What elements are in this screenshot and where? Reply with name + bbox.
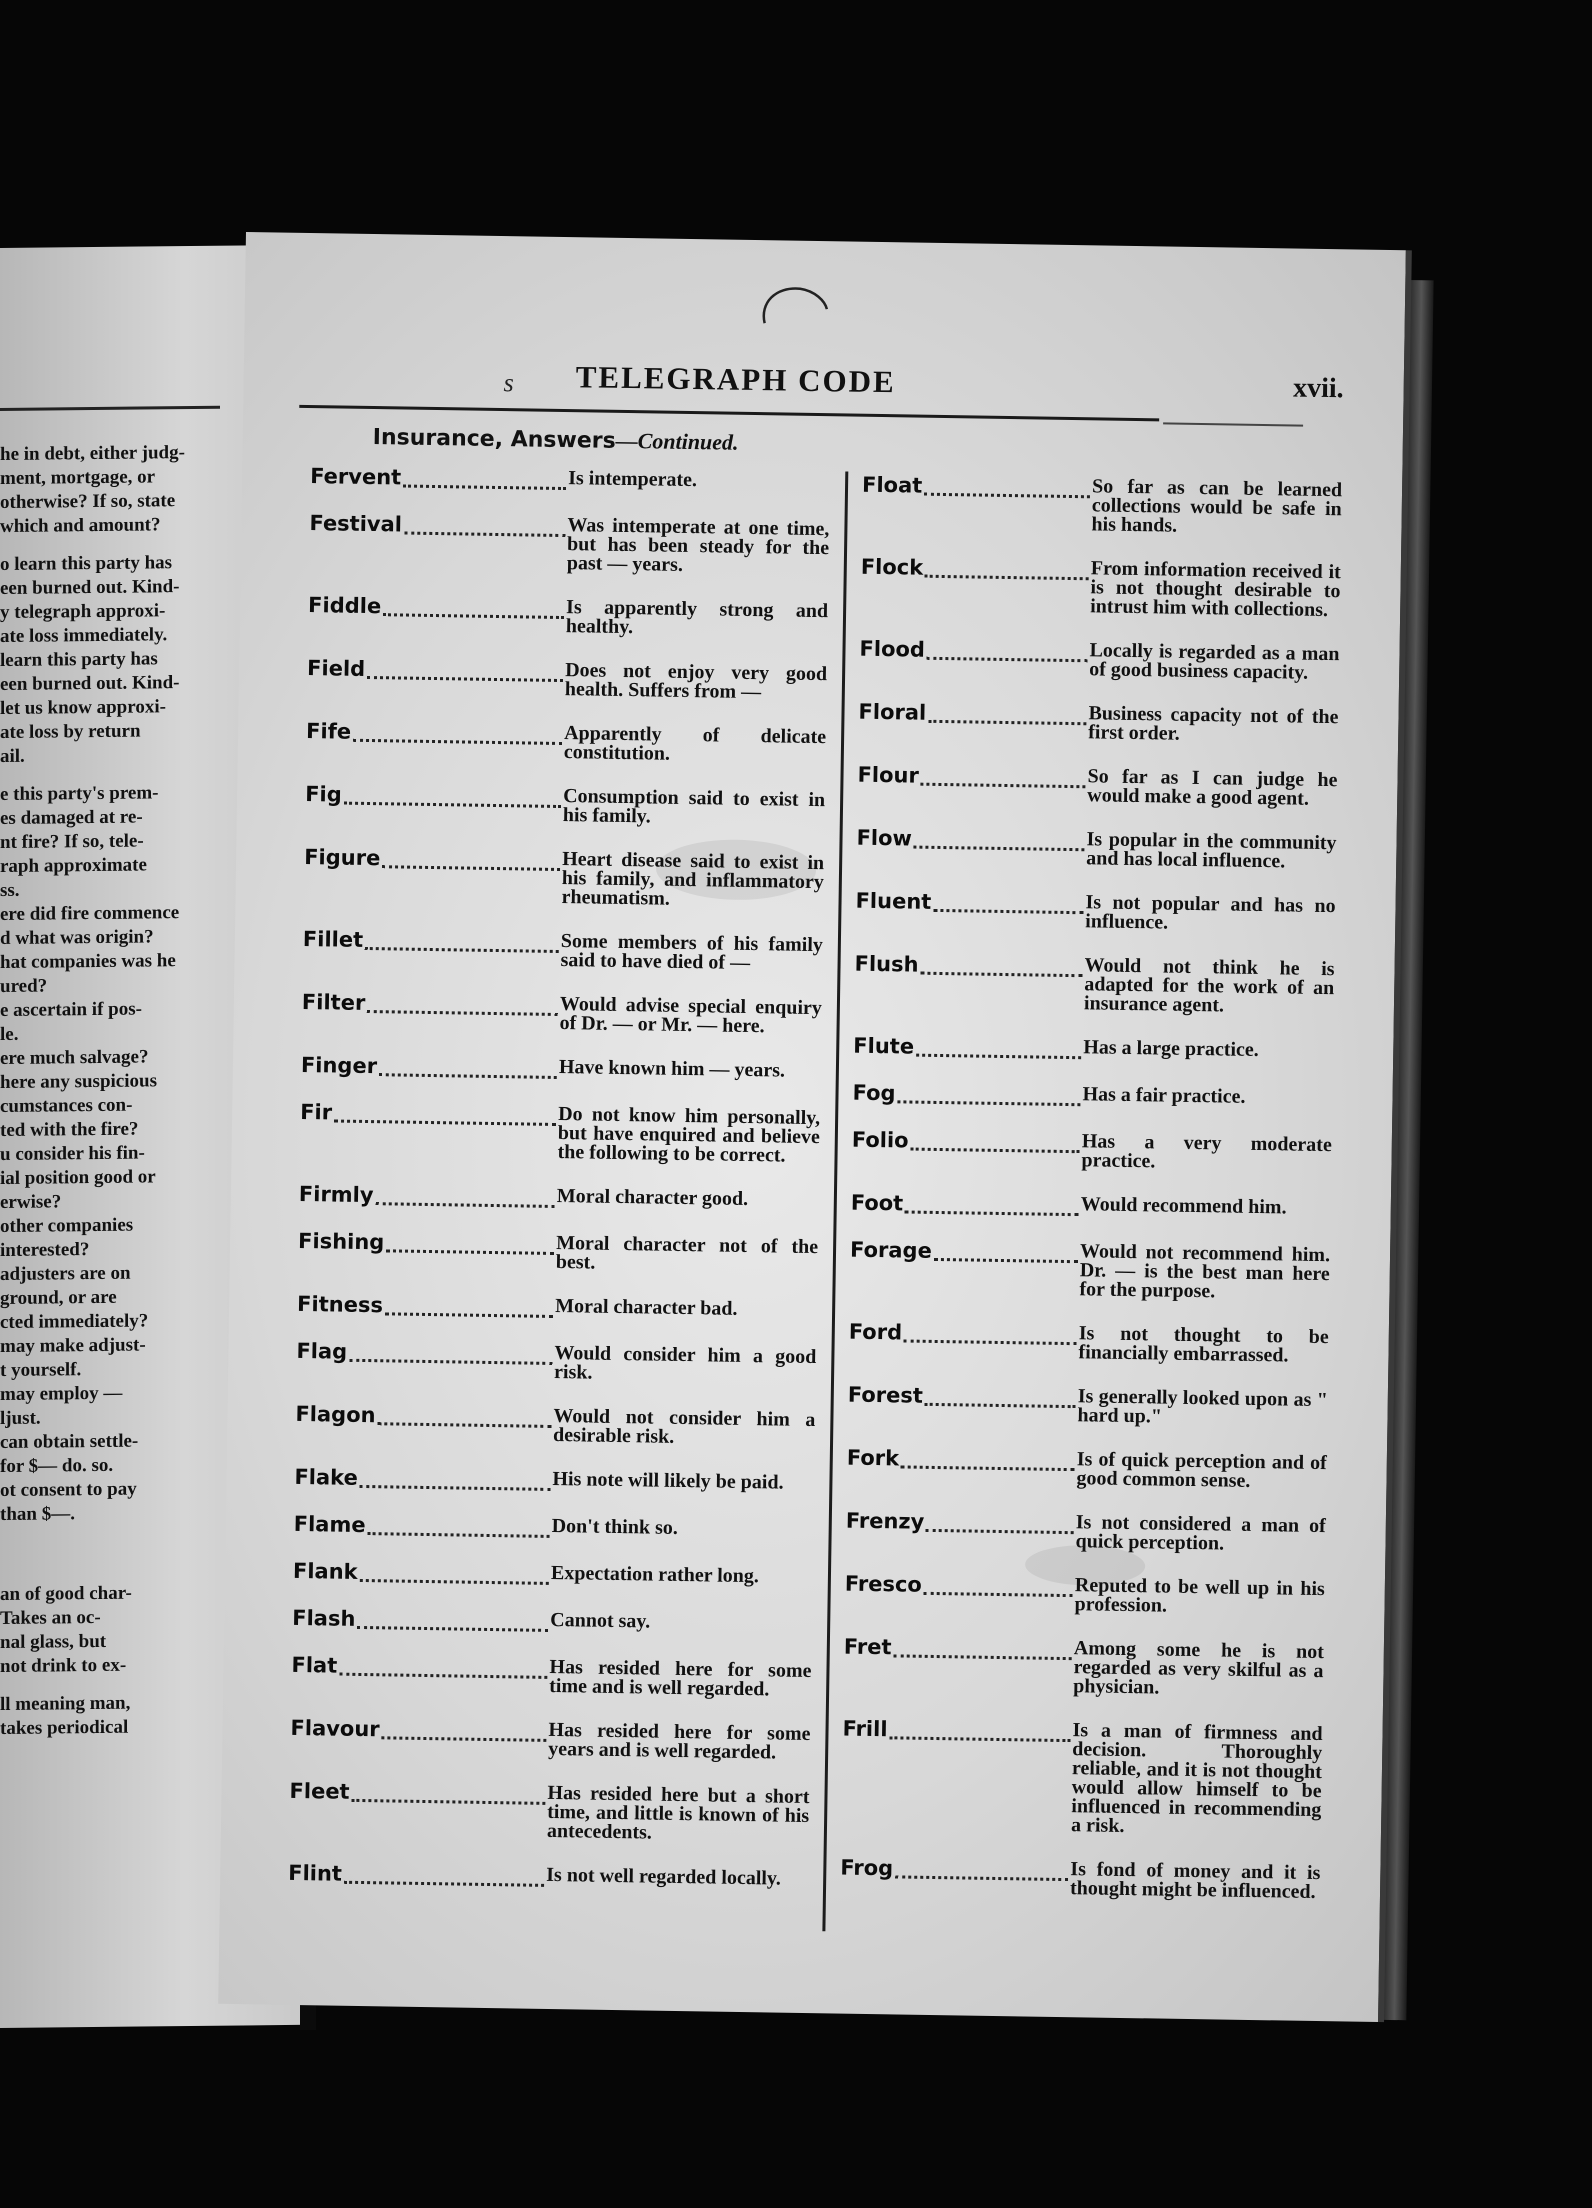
code-meaning: Is fond of money and it is thought might be influenced. [1069,1858,1321,1904]
dot-leader [924,1574,1073,1597]
code-meaning: Apparently of delicate constitution. [563,722,827,765]
code-entry [846,1447,1327,1493]
dot-leader [921,765,1086,789]
left-page-rule [0,406,220,411]
code-meaning: Does not enjoy very good health. Suffers from — [564,659,828,704]
code-entry [854,953,1335,1018]
code-meaning: Is intemperate. [568,467,698,492]
code-word: Flint [288,1860,343,1886]
left-page-line: nt fire? If so, tele- [0,830,144,853]
code-entry [305,783,826,829]
section-heading [373,424,739,456]
code-word: Forest [847,1382,924,1408]
left-page-line: t yourself. [0,1359,82,1381]
left-page-line: ail. [0,745,25,767]
code-entry [861,474,1342,539]
code-meaning: Is not considered a man of quick perception. [1075,1511,1326,1555]
left-page-line: here any suspicious [0,1070,157,1093]
left-page-line: Takes an oc- [0,1606,101,1629]
code-word: Foot [850,1190,904,1216]
code-word: Fir [299,1099,333,1125]
dot-leader [367,1514,549,1538]
section-continued: —Continued. [615,427,739,455]
code-word: Folio [851,1127,909,1153]
code-word: Fitness [296,1291,384,1318]
dot-leader [905,1192,1079,1216]
left-page-line: es damaged at re- [0,806,143,829]
left-page-line: ment, mortgage, or [0,466,156,489]
code-entry [852,1082,1332,1112]
code-meaning: Would consider him a good risk. [553,1341,817,1384]
code-meaning: Don't think so. [551,1514,679,1539]
code-meaning: Has a large practice. [1083,1036,1259,1062]
left-page-line: which and amount? [0,514,161,537]
code-entry [308,594,829,640]
code-entry [848,1321,1329,1367]
code-meaning: Is not well regarded locally. [546,1863,782,1890]
code-word: Float [861,472,923,498]
dot-leader [381,1718,546,1742]
code-word: Fiddle [307,593,382,619]
page-number: xvii. [1292,372,1344,405]
code-entry [295,1403,816,1449]
code-meaning: So far as can be learned collections would be safe in his hands. [1091,475,1343,537]
code-entry [292,1607,812,1637]
dot-leader [928,702,1087,725]
dot-leader [339,1655,548,1679]
code-word: Flood [859,636,926,662]
code-meaning: Has resided here for some time and is well regarded. [549,1655,812,1701]
code-meaning: Has resided here but a short time, and little is known of his antecedents. [546,1781,810,1844]
code-entry [845,1510,1326,1556]
code-word: Flush [854,951,919,977]
left-page-line: ere much salvage? [0,1046,149,1069]
code-entry [297,1293,817,1323]
left-page-line: ll meaning man, [0,1692,131,1715]
dot-leader [901,1447,1075,1471]
code-entry [859,638,1340,684]
left-page-line: ted with the fire? [0,1118,139,1141]
dot-leader [367,658,563,682]
dot-leader [895,1857,1068,1881]
left-page-line: ere did fire commence [0,902,180,925]
code-meaning: Business capacity not of the first order. [1088,702,1339,745]
header-rule [299,405,1159,422]
code-word: Flow [856,825,913,851]
code-entry [847,1384,1328,1430]
left-page-line: takes periodical [0,1716,129,1739]
left-page-line: een burned out. Kind- [0,576,180,599]
code-word: Frenzy [845,1508,925,1534]
code-entry [841,1718,1323,1840]
left-page-line: le. [0,1023,19,1045]
left-page-line: ate loss by return [0,720,141,743]
dot-leader [920,954,1082,978]
code-word: Fig [304,782,342,807]
left-page-line: u consider his fin- [0,1142,145,1165]
dot-leader [934,1240,1079,1263]
code-word: Flagon [295,1401,376,1428]
code-word: Flavour [290,1715,380,1742]
code-word: Fog [852,1080,896,1106]
code-entry [860,556,1341,621]
code-meaning: Would not recommend him. Dr. — is the best man here for the purpose. [1079,1240,1331,1303]
code-entry [840,1857,1321,1903]
dot-leader [375,1184,555,1208]
left-page-line: een burned out. Kind- [0,672,180,695]
left-page-line: e this party's prem- [0,782,159,805]
code-word: Fishing [297,1228,385,1255]
dot-leader [916,1036,1082,1060]
code-word: Floral [858,699,927,725]
code-entry [298,1230,819,1276]
dot-leader [344,784,562,808]
code-word: Fresco [844,1571,923,1597]
code-column-left [288,465,831,1917]
code-meaning: Has a very moderate practice. [1081,1130,1332,1173]
dot-leader [385,1294,554,1318]
dot-leader [344,1863,545,1887]
code-meaning: Is apparently strong and healthy. [565,596,829,639]
left-page-line: cumstances con- [0,1094,133,1117]
dot-leader [351,1781,545,1805]
code-entry [856,827,1337,873]
dot-leader [403,467,566,491]
code-word: Festival [309,511,403,537]
left-page-line: ured? [0,975,48,997]
code-entry [857,764,1338,810]
dot-leader [379,1055,557,1079]
code-meaning: Would not think he is adapted for the work of an insurance agent. [1083,954,1335,1017]
code-word: Figure [304,844,381,871]
code-meaning: From information received it is not thought desirable to intrust him with collections. [1090,557,1341,622]
code-meaning: Has a fair practice. [1082,1083,1246,1108]
code-word: Forage [849,1237,933,1263]
code-word: Fluent [855,888,932,914]
left-page-line: than $—. [0,1503,75,1525]
code-meaning: Reputed to be well up in his profession. [1074,1574,1325,1617]
code-entry [858,701,1339,747]
code-meaning: Was intemperate at one time, but has been steady for the past — years. [566,514,830,576]
left-page-line: learn this party has [0,648,158,671]
code-word: Firmly [298,1181,374,1208]
dot-leader [924,475,1090,499]
code-meaning: Cannot say. [550,1608,651,1633]
code-word: Flake [294,1464,358,1490]
dot-leader [893,1636,1072,1660]
code-entry [299,1183,819,1213]
code-entry [855,890,1336,936]
dot-leader [889,1718,1070,1742]
code-entry [294,1466,814,1496]
code-word: Filter [301,989,366,1015]
left-page-line: ss. [0,879,20,901]
left-page-line: may make adjust- [0,1334,146,1357]
code-word: Ford [848,1319,903,1345]
left-page-line: not drink to ex- [0,1654,127,1677]
dot-leader [933,891,1084,914]
code-word: Flute [853,1033,915,1059]
code-word: Fleet [289,1778,350,1804]
code-meaning: Would recommend him. [1080,1193,1287,1219]
code-entry [301,1054,821,1084]
code-word: Flash [292,1605,356,1631]
code-entry [310,465,830,495]
code-meaning: Moral character good. [556,1185,749,1211]
code-word: Frog [840,1855,894,1881]
code-meaning: Would advise special enquiry of Dr. — or Mr. — here. [559,993,823,1038]
dot-leader [927,639,1088,663]
dot-leader [914,828,1085,852]
code-meaning: Heart disease said to exist in his family, and inflammatory rheumatism. [561,848,825,910]
dot-leader [359,1561,549,1585]
code-entry [844,1573,1325,1619]
code-meaning: Moral character not of the best. [555,1231,819,1274]
dot-leader [404,514,566,538]
code-meaning: Locally is regarded as a man of good business capacity. [1089,639,1340,684]
header-mark: s [503,368,515,398]
code-meaning: Is not popular and has no influence. [1085,891,1336,934]
left-page-line: e ascertain if pos- [0,998,142,1021]
dot-leader [349,1341,553,1365]
code-meaning: His note will likely be paid. [552,1467,784,1494]
dot-leader [386,1231,554,1255]
dot-leader [925,557,1089,581]
section-title: Insurance, Answers [372,425,616,454]
handwritten-mark [755,278,836,329]
code-word: Finger [300,1052,378,1079]
left-page-line: can obtain settle- [0,1430,139,1453]
code-word: Fife [305,719,352,744]
code-entry [309,512,830,577]
left-page-line: ot consent to pay [0,1478,137,1501]
code-meaning: Among some he is not regarded as very skilful as a physician. [1073,1637,1324,1699]
code-column-right [840,474,1343,1927]
dot-leader [334,1101,556,1125]
code-meaning: Is not thought to be financially embarrassed. [1078,1322,1329,1367]
code-entry [296,1340,817,1386]
right-page [218,232,1412,2022]
code-entry [849,1239,1330,1304]
code-word: Field [306,656,366,681]
code-meaning: Consumption said to exist in his family. [562,785,826,828]
code-entry [302,928,823,974]
code-entry [288,1862,808,1892]
dot-leader [377,1404,551,1428]
left-page-line: ground, or are [0,1286,117,1309]
left-page-line: may employ — [0,1382,123,1405]
code-entry [294,1513,814,1543]
dot-leader [383,595,564,619]
code-entry [291,1654,812,1700]
code-meaning: Do not know him personally, but have enquired and believe the following to be correct. [557,1103,821,1167]
code-word: Flat [291,1652,338,1678]
left-page-line: erwise? [0,1191,62,1213]
code-meaning: Is generally looked upon as " hard up." [1077,1385,1328,1428]
dot-leader [926,1511,1074,1534]
left-page-line: nal glass, but [0,1630,107,1653]
dot-leader [925,1385,1076,1408]
code-meaning: Has resided here for some years and is well regarded. [548,1718,811,1764]
code-entry [299,1101,820,1166]
code-word: Fillet [302,926,364,952]
code-word: Frill [842,1716,888,1742]
code-meaning: Expectation rather long. [550,1561,760,1588]
dot-leader [910,1130,1080,1154]
code-entry [290,1717,811,1763]
left-page-line: ial position good or [0,1166,156,1189]
code-meaning: Would not consider him a desirable risk. [552,1404,816,1448]
left-page-line: raph approximate [0,854,147,877]
code-word: Flock [860,554,924,580]
left-page-line: ljust. [0,1407,41,1429]
dot-leader [367,992,558,1016]
code-entry [851,1192,1331,1222]
code-word: Fork [846,1445,900,1471]
left-page-line: d what was origin? [0,926,154,949]
dot-leader [353,721,562,745]
code-entry [293,1560,813,1590]
left-page-line: hat companies was he [0,950,176,973]
page-title: TELEGRAPH CODE [575,359,896,400]
code-word: Fret [843,1634,892,1660]
code-entry [306,720,827,766]
code-word: Fervent [309,464,402,490]
code-entry [289,1780,810,1845]
left-page-line: cted immediately? [0,1310,149,1333]
code-entry [301,991,822,1037]
left-page-line: otherwise? If so, state [0,490,176,513]
code-meaning: Have known him — years. [558,1056,786,1082]
dot-leader [897,1082,1080,1106]
dot-leader [904,1321,1077,1345]
code-entry [843,1636,1324,1701]
code-word: Flame [293,1511,366,1538]
code-entry [303,846,824,911]
code-word: Flag [296,1338,348,1364]
left-page-line: o learn this party has [0,552,173,575]
dot-leader [357,1608,548,1632]
code-meaning: Some members of his family said to have died of — [560,930,824,975]
code-word: Flank [292,1558,358,1584]
code-meaning: Is popular in the community and has local influence. [1086,828,1337,873]
code-entry [853,1035,1333,1065]
left-page-line: other companies [0,1214,134,1237]
code-meaning: Moral character bad. [554,1294,738,1320]
left-page-line: let us know approxi- [0,696,166,719]
code-meaning: So far as I can judge he would make a good agent. [1087,765,1338,810]
left-page-line: for $— do. so. [0,1454,114,1477]
left-page-line: an of good char- [0,1582,132,1605]
code-entry [851,1129,1332,1175]
left-page-line: he in debt, either judg- [0,442,185,465]
left-page-line: adjusters are on [0,1262,131,1285]
left-page-line: y telegraph approxi- [0,600,166,623]
dot-leader [365,929,559,953]
left-page-line: ate loss immediately. [0,624,168,647]
code-meaning: Is of quick perception and of good common sense. [1076,1448,1327,1492]
header-rule-secondary [1163,422,1303,426]
left-page-line: interested? [0,1239,90,1261]
dot-leader [360,1467,551,1491]
dot-leader [382,847,560,871]
code-meaning: Is a man of firmness and decision. Thoroughly reliable, and it is not thought would allow himself to be influenced in recommending a risk. [1070,1719,1323,1837]
code-entry [307,657,828,703]
code-word: Flour [857,762,920,788]
page-header [303,353,1344,409]
